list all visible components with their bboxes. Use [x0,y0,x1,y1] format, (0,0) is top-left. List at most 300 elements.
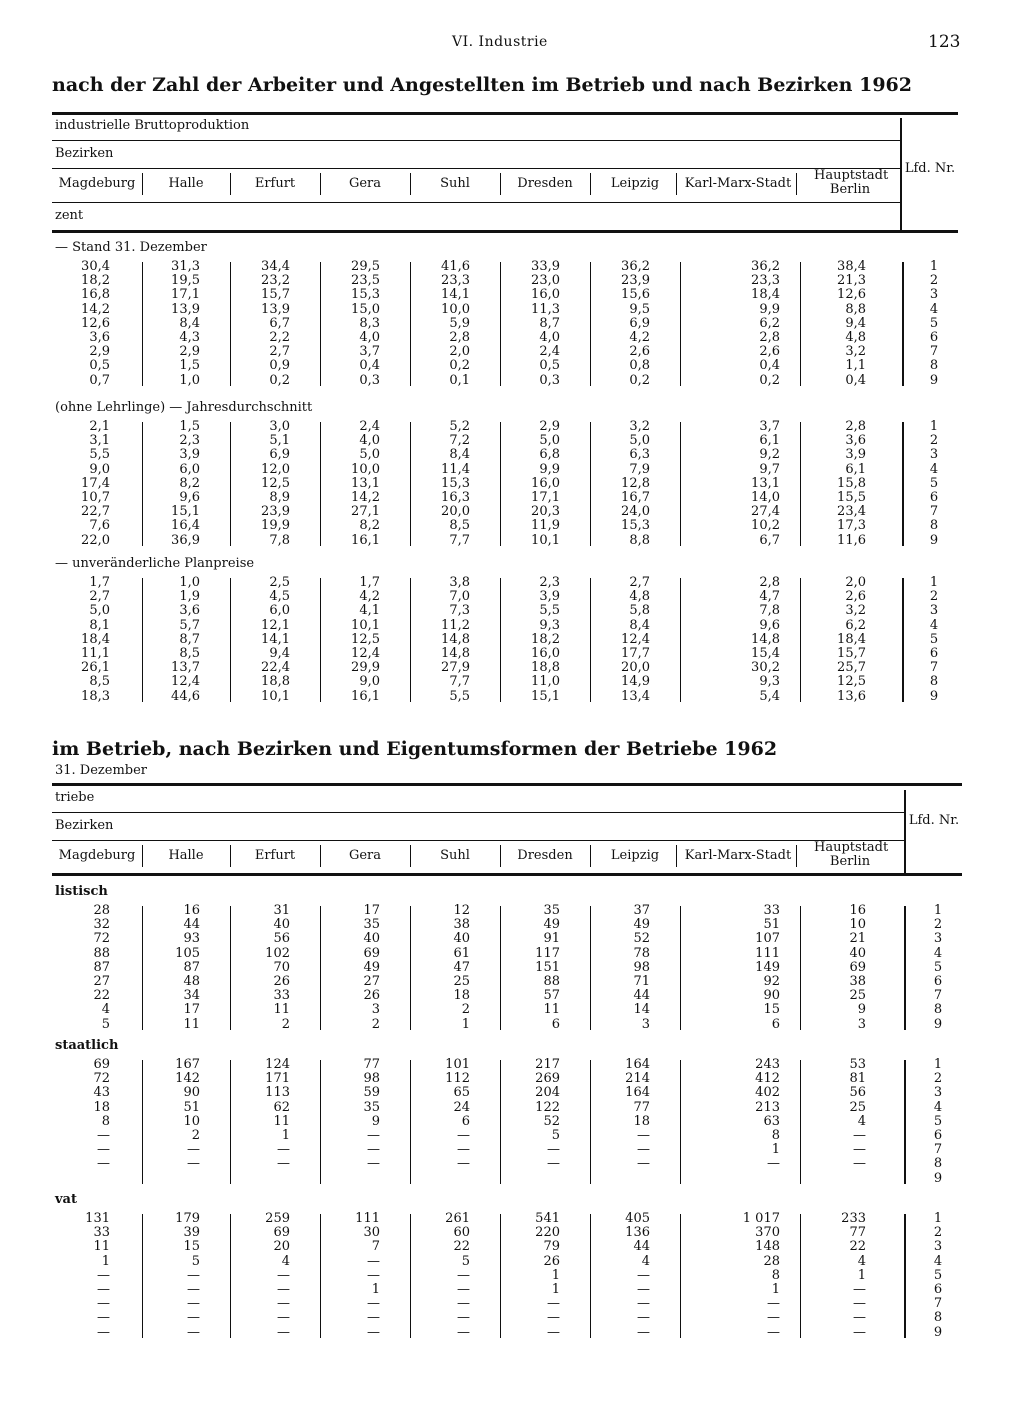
table1-lfd-header: Lfd. Nr. [904,161,956,176]
table1-column-separator [500,578,501,702]
table2-cell: 5 [551,1128,560,1143]
table1-row-number: 5 [929,631,939,647]
table2-cell: 10 [849,917,866,933]
table2-column-separator [410,1060,411,1184]
table1-cell: 4,0 [359,433,380,449]
table2-cell: 131 [85,1211,110,1226]
table2-colhead-5: Dresden [517,848,573,863]
table2-cell: — [277,1142,290,1158]
table1-cell: 6,2 [759,315,780,331]
table2-cell: — [97,1310,110,1326]
table2-cell: 72 [93,931,110,947]
table1-cell: 0,8 [629,358,650,374]
table1-colhead-2: Erfurt [254,176,296,191]
table2-cell: — [367,1142,380,1158]
table1-cell: 3,2 [629,419,650,434]
table1-cell: 12,0 [261,461,290,477]
table2-cell: 233 [841,1211,866,1226]
table2-cell: — [97,1267,110,1283]
table2-row-number: 8 [933,1310,943,1326]
table2-header-rule1 [52,812,904,813]
table2-cell: 3 [641,1016,650,1032]
table1-cell: 14,1 [441,287,470,303]
table1-cell: 0,2 [269,372,290,388]
table2-cell: — [187,1324,200,1340]
table1-cell: 2,0 [845,575,866,590]
table2-cell: 261 [445,1211,470,1226]
table2-cell: — [367,1156,380,1172]
table1-cell: 0,9 [269,358,290,374]
table2-cell: 101 [445,1057,470,1072]
table2-cell: — [457,1128,470,1143]
table1-cell: 7,7 [449,674,470,690]
table1-section-label: (ohne Lehrlinge) — Jahresdurchschnitt [55,400,313,415]
table2-header-bottom-rule [52,873,962,876]
table2-cell: 2 [281,1016,290,1032]
table2-colhead-7: Karl-Marx-Stadt [684,848,792,863]
table2-column-separator [320,1214,321,1338]
table2-cell: — [367,1310,380,1326]
table2-cell: 136 [625,1225,650,1241]
table2-cell: 52 [543,1113,560,1129]
table2-cell: 124 [265,1057,290,1072]
table2-cell: 20 [273,1239,290,1255]
table1-cell: 6,7 [759,532,780,548]
page-number: 123 [928,32,961,52]
table2-cell: 57 [543,988,560,1004]
table1-cell: 5,2 [449,419,470,434]
table1-cell: 3,7 [359,344,380,360]
table2-cell: 38 [453,917,470,933]
table2-cell: 22 [453,1239,470,1255]
table1-column-separator [320,422,321,546]
table1-column-separator [800,578,801,702]
table2-cell: 4 [857,1253,866,1269]
table2-cell: 59 [363,1085,380,1101]
table2-cell: 35 [363,917,380,933]
table1-colhead-sep [500,173,501,195]
table1-cell: 10,0 [351,461,380,477]
table2-cell: 111 [355,1211,380,1226]
table2-cell: 40 [453,931,470,947]
table1-cell: 2,9 [89,344,110,360]
table1-cell: 5,5 [89,447,110,463]
table1-cell: 15,8 [837,475,866,491]
table1-cell: 9,9 [539,461,560,477]
table2-column-separator [590,1060,591,1184]
table1-cell: 13,7 [171,660,200,676]
table2-row-number: 2 [933,1225,943,1241]
table2-cell: 47 [453,959,470,975]
table2-cell: 269 [535,1071,560,1087]
table2-cell: 43 [93,1085,110,1101]
table1-cell: 16,0 [531,646,560,661]
table2-cell: 4 [281,1253,290,1269]
table1-cell: 5,0 [539,433,560,449]
table2-cell: 149 [755,959,780,975]
table1-cell: 2,6 [629,344,650,360]
table1-cell: 11,0 [531,674,560,690]
table2-colhead-sep [676,845,677,867]
table1-column-separator [320,262,321,386]
table1-cell: 23,9 [261,504,290,520]
table2-row-number: 6 [933,1282,943,1297]
table2-cell: 107 [755,931,780,947]
table2-header-line1: triebe [55,790,95,805]
table1-cell: 4,0 [359,330,380,345]
table2-cell: 4 [101,1002,110,1018]
table2-cell: 49 [543,917,560,933]
table1-cell: 2,1 [89,419,110,434]
table2-cell: 164 [625,1085,650,1101]
table1-column-separator [500,262,501,386]
table2-colhead-0: Magdeburg [58,848,136,863]
table2-colhead-sep [142,845,143,867]
table1-cell: 20,3 [531,504,560,520]
table1-cell: 17,1 [531,490,560,505]
table1-cell: 15,6 [621,287,650,303]
table2-cell: 69 [363,945,380,961]
table1-column-separator [410,578,411,702]
table1-cell: 0,2 [759,372,780,388]
table2-cell: — [547,1142,560,1158]
table1-row-number: 2 [929,433,939,449]
table1-cell: 26,1 [81,660,110,676]
table2-cell: — [457,1282,470,1297]
table1-column-separator [410,422,411,546]
table2-cell: — [637,1142,650,1158]
table2-cell: 102 [265,945,290,961]
table1-cell: 9,3 [539,617,560,633]
table1-cell: 7,7 [449,532,470,548]
table2-column-separator [800,1060,801,1184]
table1-cell: 1,0 [179,372,200,388]
table1-cell: 16,7 [621,490,650,505]
table2-cell: 33 [93,1225,110,1241]
table1-cell: 7,8 [269,532,290,548]
table1-cell: 8,2 [179,475,200,491]
table2-cell: — [457,1310,470,1326]
table1-colhead-8: Hauptstadt Berlin [814,168,889,197]
table1-cell: 4,3 [179,330,200,345]
table1-cell: 4,2 [359,589,380,605]
running-head: VI. Industrie [452,34,548,50]
table1-cell: 16,0 [531,287,560,303]
table1-cell: 2,4 [359,419,380,434]
table1-header-line1: industrielle Bruttoproduktion [55,118,250,133]
table2-cell: — [637,1310,650,1326]
table1-cell: 9,0 [359,674,380,690]
table1-cell: 12,5 [837,674,866,690]
table1-row-number: 8 [929,518,939,534]
table2-cell: 40 [849,945,866,961]
table2-cell: 1 [771,1282,780,1297]
table2-row-number: 6 [933,974,943,989]
table1-cell: 6,9 [269,447,290,463]
table2-cell: 15 [183,1239,200,1255]
table2-cell: 24 [453,1099,470,1115]
table2-row-number: 9 [933,1324,943,1340]
table2-cell: 28 [763,1253,780,1269]
table1-top-rule [52,112,958,115]
table1-cell: 9,4 [269,646,290,661]
table1-column-separator [142,262,143,386]
table1-cell: 15,3 [621,518,650,534]
table1-cell: 5,7 [179,617,200,633]
table2-cell: — [367,1253,380,1269]
table2-cell: — [457,1267,470,1283]
table1-cell: 9,3 [759,674,780,690]
table1-cell: 27,4 [751,504,780,520]
table1-cell: 8,4 [629,617,650,633]
table2-cell: — [187,1267,200,1283]
table2-cell: — [637,1267,650,1283]
table1-cell: 29,9 [351,660,380,676]
table1-cell: 3,9 [539,589,560,605]
table2-cell: 111 [755,945,780,961]
table2-cell: 16 [849,903,866,918]
table2-cell: 370 [755,1225,780,1241]
table1-cell: 18,4 [751,287,780,303]
table1-cell: 8,7 [179,631,200,647]
table2-cell: 541 [535,1211,560,1226]
table2-row-number: 1 [933,903,943,918]
table2-cell: — [547,1310,560,1326]
table2-cell: 11 [183,1016,200,1032]
table2-cell: — [637,1324,650,1340]
table1-row-number: 6 [929,646,939,661]
table1-cell: 13,9 [261,301,290,317]
table1-row-number: 4 [929,617,939,633]
table2-cell: 87 [93,959,110,975]
table1-cell: 0,4 [759,358,780,374]
table2-cell: 3 [857,1016,866,1032]
table1-row-number: 9 [929,372,939,388]
table2-colhead-6: Leipzig [610,848,660,863]
table1-row-number: 3 [929,603,939,619]
table2-cell: 6 [551,1016,560,1032]
table1-cell: 6,1 [845,461,866,477]
table1-header-line2: Bezirken [55,146,114,161]
table1-column-separator [680,262,681,386]
table2-cell: — [97,1324,110,1340]
table1-row-number: 3 [929,287,939,303]
table1-cell: 0,5 [89,358,110,374]
table1-header-rule3 [52,202,900,203]
table1-cell: 0,7 [89,372,110,388]
table1-cell: 15,7 [261,287,290,303]
table1-column-separator [500,422,501,546]
table2-column-separator [680,906,681,1030]
table2-cell: 1 [281,1128,290,1143]
table2-column-separator [410,1214,411,1338]
table1-cell: 9,6 [179,490,200,505]
table2-cell: 2 [191,1128,200,1143]
table1-cell: 6,8 [539,447,560,463]
table2-cell: 105 [175,945,200,961]
table1-cell: 1,1 [845,358,866,374]
table1-cell: 1,9 [179,589,200,605]
table2-cell: 88 [93,945,110,961]
table1-cell: 12,6 [837,287,866,303]
table2-row-number: 7 [933,1142,943,1158]
table2-column-separator [320,906,321,1030]
table1-cell: 5,0 [629,433,650,449]
table2-cell: 38 [849,974,866,989]
table1-cell: 8,5 [179,646,200,661]
table1-row-number: 4 [929,301,939,317]
table2-cell: — [97,1142,110,1158]
table2-section-label: vat [55,1192,77,1207]
table2-column-separator [142,906,143,1030]
table2-cell: 25 [453,974,470,989]
table1-cell: 4,8 [629,589,650,605]
table1-cell: 15,4 [751,646,780,661]
table1-cell: 22,7 [81,504,110,520]
table2-lfd-separator [904,1214,906,1338]
table1-cell: 2,6 [845,589,866,605]
table2-cell: 18 [633,1113,650,1129]
table2-cell: 6 [461,1113,470,1129]
table2-top-rule [52,783,962,786]
table1-row-number: 1 [929,419,939,434]
table2-row-number: 7 [933,1296,943,1312]
table1-row-number: 6 [929,330,939,345]
table2-cell: 14 [633,1002,650,1018]
table1-row-number: 4 [929,461,939,477]
table2-cell: 11 [93,1239,110,1255]
table1-cell: 2,7 [629,575,650,590]
table1-cell: 15,3 [351,287,380,303]
table2-cell: 27 [363,974,380,989]
table2-lfd-separator [904,906,906,1030]
table2-lfd-header: Lfd. Nr. [908,813,960,828]
table2-cell: — [767,1324,780,1340]
table1-cell: 10,1 [261,688,290,704]
table1-row-number: 5 [929,315,939,331]
table2-cell: 17 [183,1002,200,1018]
table2-column-separator [680,1060,681,1184]
table1-cell: 14,1 [261,631,290,647]
table2-cell: 78 [633,945,650,961]
table2-colhead-sep [590,845,591,867]
table2-cell: 148 [755,1239,780,1255]
table1-cell: 7,9 [629,461,650,477]
table1-row-number: 7 [929,660,939,676]
table2-cell: 6 [771,1016,780,1032]
table2-cell: 243 [755,1057,780,1072]
table1-column-separator [230,262,231,386]
table2-cell: — [97,1296,110,1312]
table1-cell: 12,4 [621,631,650,647]
table2-cell: — [767,1310,780,1326]
table1-cell: 2,2 [269,330,290,345]
table2-colhead-sep [796,845,797,867]
table2-column-separator [590,1214,591,1338]
table2-cell: 2 [461,1002,470,1018]
table2-cell: 1 [857,1267,866,1283]
table1-colhead-sep [796,173,797,195]
table1-cell: 2,7 [269,344,290,360]
table1-cell: 20,0 [621,660,650,676]
table1-cell: 10,7 [81,490,110,505]
table1-cell: 10,1 [531,532,560,548]
table2-cell: 72 [93,1071,110,1087]
table2-cell: 5 [461,1253,470,1269]
table1-cell: 1,5 [179,358,200,374]
table1-cell: 17,7 [621,646,650,661]
table2-cell: — [97,1282,110,1297]
table2-cell: 53 [849,1057,866,1072]
table1-cell: 16,3 [441,490,470,505]
table1-colhead-0: Magdeburg [58,176,136,191]
table1-row-number: 1 [929,575,939,590]
table2-cell: 28 [93,903,110,918]
table1-column-separator [230,422,231,546]
table1-column-separator [142,578,143,702]
table2-cell: — [853,1128,866,1143]
table2-cell: — [187,1282,200,1297]
table2-row-number: 9 [933,1016,943,1032]
table2-column-separator [800,1214,801,1338]
table1-cell: 0,4 [359,358,380,374]
table2-cell: 171 [265,1071,290,1087]
table1-colhead-sep [676,173,677,195]
table1-cell: 14,2 [81,301,110,317]
table2-cell: 48 [183,974,200,989]
table2-cell: 63 [763,1113,780,1129]
table2-cell: 26 [273,974,290,989]
table2-cell: 90 [763,988,780,1004]
table2-cell: 22 [93,988,110,1004]
table1-cell: 21,3 [837,273,866,289]
table2-cell: — [187,1156,200,1172]
table2-cell: — [277,1267,290,1283]
table2-cell: 77 [363,1057,380,1072]
table2-cell: — [457,1142,470,1158]
table1-cell: 36,2 [751,259,780,274]
table2-column-separator [680,1214,681,1338]
table1-row-number: 2 [929,273,939,289]
table1-cell: 23,0 [531,273,560,289]
table2-column-separator [500,1214,501,1338]
table2-colhead-1: Halle [168,848,204,863]
table1-cell: 7,8 [759,603,780,619]
table2-colhead-2: Erfurt [254,848,296,863]
table1-cell: 36,2 [621,259,650,274]
table1-cell: 10,2 [751,518,780,534]
table2-row-number: 4 [933,1253,943,1269]
table2-cell: 77 [633,1099,650,1115]
table2-cell: — [187,1142,200,1158]
table2-cell: — [767,1296,780,1312]
table1-cell: 3,7 [759,419,780,434]
table2-cell: 69 [849,959,866,975]
table1-cell: 4,2 [629,330,650,345]
table1-cell: 23,4 [837,504,866,520]
table2-cell: 30 [363,1225,380,1241]
table2-cell: 87 [183,959,200,975]
table2-row-number: 1 [933,1057,943,1072]
table2-cell: 27 [93,974,110,989]
table1-cell: 38,4 [837,259,866,274]
table1-cell: 23,2 [261,273,290,289]
table2-column-separator [800,906,801,1030]
table1-cell: 17,1 [171,287,200,303]
table2-cell: 1 [551,1282,560,1297]
table1-lfd-separator [902,422,904,546]
table1-cell: 9,7 [759,461,780,477]
